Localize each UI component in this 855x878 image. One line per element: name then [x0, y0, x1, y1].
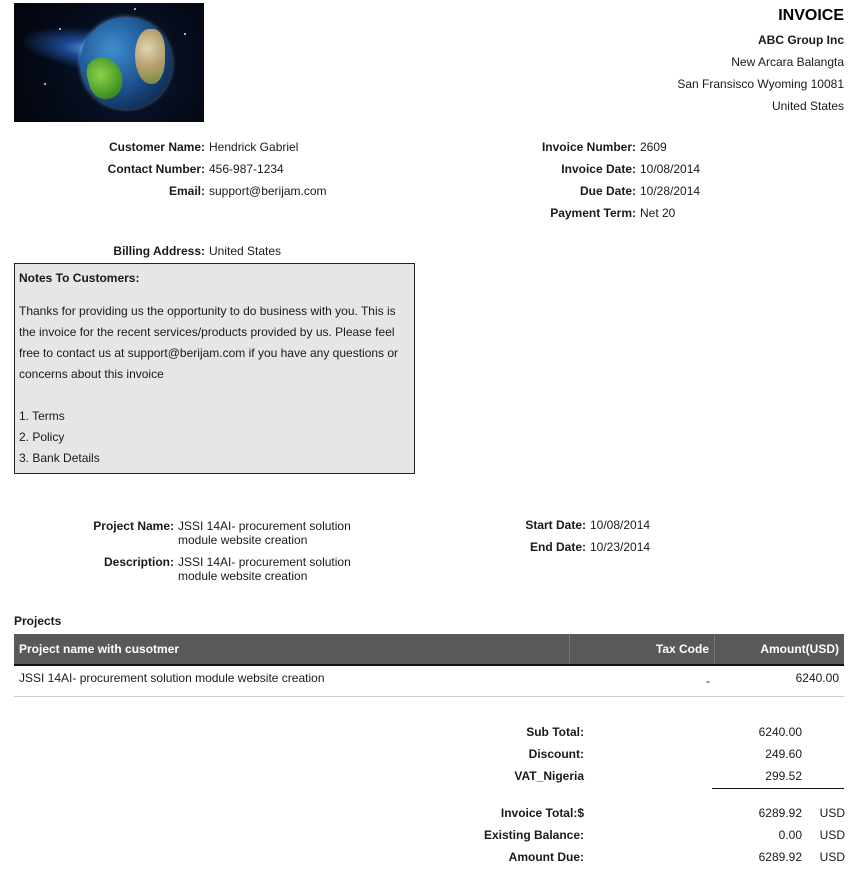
existing-balance-value: 0.00	[778, 828, 802, 842]
invoice-date-label: Invoice Date:	[561, 162, 636, 176]
start-date-value: 10/08/2014	[590, 518, 651, 532]
amount-due-label: Amount Due:	[508, 850, 584, 864]
amount-due-value: 6289.92	[758, 850, 802, 864]
projects-section-label: Projects	[14, 614, 62, 628]
project-description-label: Description:	[103, 555, 174, 569]
existing-balance-row	[480, 824, 845, 846]
notes-item-bank-details: 3. Bank Details	[19, 451, 100, 465]
star-dot	[59, 28, 61, 30]
notes-box	[14, 263, 415, 474]
notes-body-line: the invoice for the recent services/products provided by us. Please feel	[19, 325, 395, 339]
end-date-label: End Date:	[529, 540, 586, 554]
project-name-label: Project Name:	[93, 519, 174, 533]
payment-term-label: Payment Term:	[550, 206, 636, 220]
totals-divider	[712, 788, 844, 789]
due-date-label: Due Date:	[579, 184, 636, 198]
invoice-total-value: 6289.92	[758, 806, 802, 820]
notes-body-line: free to contact us at support@berijam.com if you have any questions or	[19, 346, 399, 360]
end-date-row	[0, 536, 650, 558]
project-description-line: module website creation	[178, 569, 308, 583]
grand-totals-block	[480, 802, 845, 868]
company-logo	[14, 3, 204, 122]
invoice-date-value: 10/08/2014	[640, 162, 701, 176]
invoice-total-row	[480, 802, 845, 824]
company-address-line: San Fransisco Wyoming 10081	[677, 77, 844, 91]
continent-shape	[83, 53, 127, 102]
column-header-project-name: Project name with cusotmer	[14, 634, 570, 664]
existing-balance-label: Existing Balance:	[483, 828, 584, 842]
cell-project-name: JSSI 14AI- procurement solution module website creation	[19, 671, 325, 685]
invoice-date-row	[0, 158, 700, 180]
invoice-number-row	[0, 136, 700, 158]
notes-item-policy: 2. Policy	[19, 430, 65, 444]
notes-title: Notes To Customers:	[19, 271, 140, 285]
notes-body-line: concerns about this invoice	[19, 367, 164, 381]
start-date-row	[0, 514, 650, 536]
due-date-row	[0, 180, 700, 202]
due-date-value: 10/28/2014	[640, 184, 701, 198]
project-name-line: module website creation	[178, 533, 308, 547]
discount-label: Discount:	[528, 747, 584, 761]
invoice-total-currency: USD	[819, 806, 845, 820]
amount-due-row	[480, 846, 845, 868]
invoice-title: INVOICE	[778, 7, 844, 24]
project-dates	[0, 514, 650, 558]
star-dot	[134, 8, 136, 10]
billing-address-value: United States	[209, 244, 282, 258]
table-row	[14, 666, 844, 697]
notes-item-terms: 1. Terms	[19, 409, 65, 423]
table-header	[14, 634, 844, 666]
customer-name-label: Customer Name:	[108, 140, 205, 154]
company-address-line: New Arcara Balangta	[731, 55, 844, 69]
amount-due-currency: USD	[819, 850, 845, 864]
vat-value: 299.52	[765, 769, 802, 783]
start-date-label: Start Date:	[525, 518, 586, 532]
cell-tax-code: -	[706, 674, 710, 688]
invoice-total-label: Invoice Total:$	[500, 806, 584, 820]
billing-address-label: Billing Address:	[113, 244, 205, 258]
email-value: support@berijam.com	[209, 184, 327, 198]
customer-name-value: Hendrick Gabriel	[209, 140, 299, 154]
discount-row	[480, 743, 802, 765]
company-address-line: United States	[771, 99, 844, 113]
project-description-line: JSSI 14AI- procurement solution	[178, 555, 351, 569]
company-name: ABC Group Inc	[758, 33, 844, 47]
continent-shape	[135, 29, 165, 84]
contact-number-label: Contact Number:	[107, 162, 205, 176]
column-header-amount: Amount(USD)	[760, 642, 839, 656]
star-dot	[184, 33, 186, 35]
contact-number-value: 456-987-1234	[209, 162, 284, 176]
invoice-number-label: Invoice Number:	[541, 140, 636, 154]
vat-row	[480, 765, 802, 787]
project-description-row	[0, 555, 351, 583]
earth-globe-icon	[80, 17, 172, 109]
payment-term-row	[0, 202, 700, 224]
invoice-number-value: 2609	[640, 140, 667, 154]
subtotal-value: 6240.00	[758, 725, 802, 739]
end-date-value: 10/23/2014	[590, 540, 651, 554]
notes-body-line: Thanks for providing us the opportunity to do business with you. This is	[19, 304, 396, 318]
projects-table	[14, 634, 844, 697]
existing-balance-currency: USD	[819, 828, 845, 842]
billing-address-row	[0, 240, 281, 262]
discount-value: 249.60	[765, 747, 802, 761]
vat-label: VAT_Nigeria	[514, 769, 584, 783]
invoice-info	[0, 136, 700, 224]
column-header-tax-code: Tax Code	[570, 634, 715, 664]
project-name-line: JSSI 14AI- procurement solution	[178, 519, 351, 533]
email-label: Email:	[168, 184, 205, 198]
totals-block	[480, 721, 802, 787]
subtotal-row	[480, 721, 802, 743]
subtotal-label: Sub Total:	[526, 725, 584, 739]
cell-amount: 6240.00	[795, 671, 839, 685]
star-dot	[44, 83, 46, 85]
payment-term-value: Net 20	[640, 206, 676, 220]
